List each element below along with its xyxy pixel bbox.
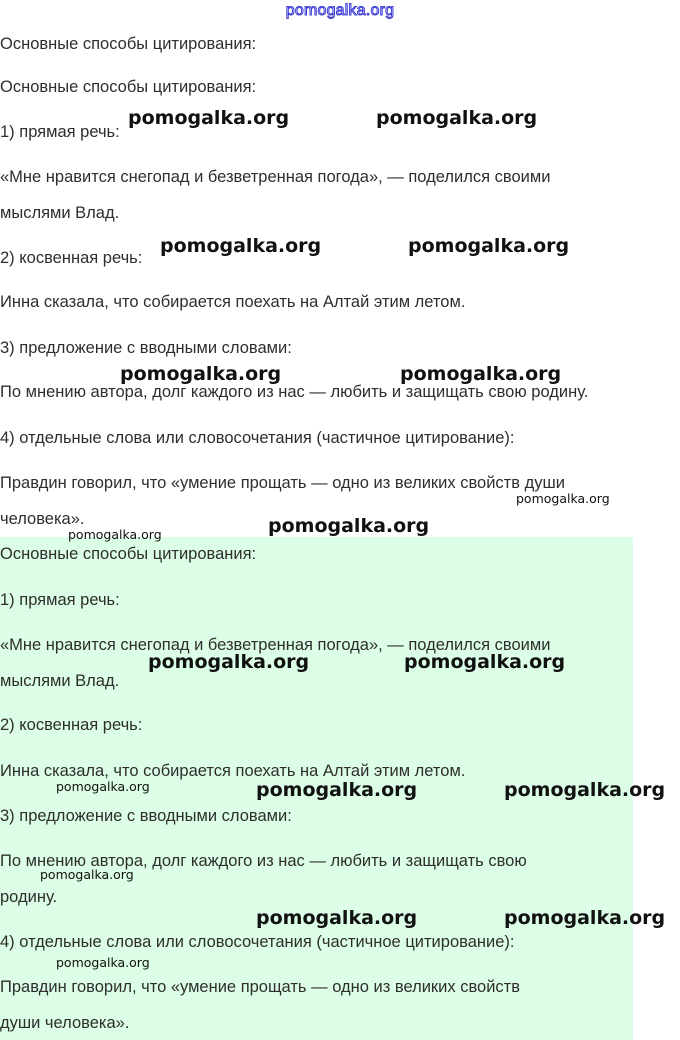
- watermark: pomogalka.org: [160, 235, 322, 257]
- watermark: pomogalka.org: [516, 491, 610, 506]
- header-watermark: pomogalka.org: [285, 2, 395, 19]
- watermark: pomogalka.org: [256, 779, 418, 801]
- block1-line: 3) предложение с вводными словами:: [0, 339, 292, 357]
- block1-line: «Мне нравится снегопад и безветренная погода», — поделился своими: [0, 168, 551, 186]
- watermark: pomogalka.org: [120, 363, 282, 385]
- watermark: pomogalka.org: [148, 651, 310, 673]
- block2-line: 1) прямая речь:: [0, 591, 120, 609]
- block2-line: души человека».: [0, 1014, 130, 1032]
- watermark: pomogalka.org: [256, 907, 418, 929]
- watermark: pomogalka.org: [376, 107, 538, 129]
- block1-line: мыслями Влад.: [0, 204, 120, 222]
- watermark: pomogalka.org: [404, 651, 566, 673]
- block2-line: 3) предложение с вводными словами:: [0, 807, 292, 825]
- block1-line: Правдин говорил, что «умение прощать — одно из великих свойств души: [0, 474, 565, 492]
- block2-line: Инна сказала, что собирается поехать на Алтай этим летом.: [0, 762, 466, 780]
- watermark: pomogalka.org: [68, 527, 162, 542]
- block2-line: Основные способы цитирования:: [0, 545, 257, 563]
- block1-line: Инна сказала, что собирается поехать на Алтай этим летом.: [0, 293, 466, 311]
- block2-line: По мнению автора, долг каждого из нас — любить и защищать свою: [0, 852, 527, 870]
- block2-line: 4) отдельные слова или словосочетания (частичное цитирование):: [0, 933, 515, 951]
- block2-line: мыслями Влад.: [0, 672, 120, 690]
- block2-line: «Мне нравится снегопад и безветренная погода», — поделился своими: [0, 636, 551, 654]
- block1-line: человека».: [0, 510, 85, 528]
- watermark: pomogalka.org: [400, 363, 562, 385]
- watermark: pomogalka.org: [504, 907, 666, 929]
- block2-line: 2) косвенная речь:: [0, 716, 143, 734]
- block2-line: родину.: [0, 888, 58, 906]
- block1-line: Основные способы цитирования:: [0, 78, 257, 96]
- block1-line: 4) отдельные слова или словосочетания (частичное цитирование):: [0, 429, 515, 447]
- block1-line: 1) прямая речь:: [0, 123, 120, 141]
- watermark: pomogalka.org: [408, 235, 570, 257]
- watermark: pomogalka.org: [56, 955, 150, 970]
- watermark: pomogalka.org: [268, 515, 430, 537]
- block1-line: По мнению автора, долг каждого из нас — любить и защищать свою родину.: [0, 383, 589, 401]
- watermark: pomogalka.org: [56, 779, 150, 794]
- block1-line: Основные способы цитирования:: [0, 35, 257, 53]
- block1-line: 2) косвенная речь:: [0, 249, 143, 267]
- watermark: pomogalka.org: [504, 779, 666, 801]
- watermark: pomogalka.org: [128, 107, 290, 129]
- block2-line: Правдин говорил, что «умение прощать — одно из великих свойств: [0, 978, 520, 996]
- watermark: pomogalka.org: [40, 867, 134, 882]
